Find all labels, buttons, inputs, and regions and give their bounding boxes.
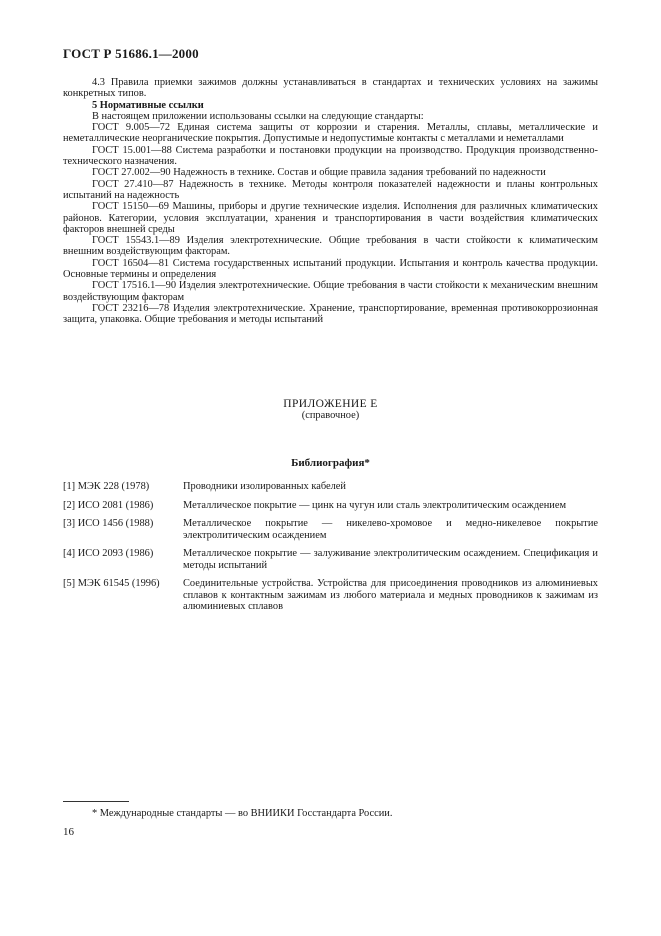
reference-gost-15543-1: ГОСТ 15543.1—89 Изделия электротехнические. Общие требования в части стойкости к климатическим внешним воздействующим факторам. <box>63 235 598 258</box>
bibliography-text: Металлическое покрытие — никелево-хромовое и медно-никелевое покрытие электролитическим осаждением <box>183 518 598 541</box>
reference-gost-27-410: ГОСТ 27.410—87 Надежность в технике. Методы контроля показателей надежности и планы контрольных испытаний на надежность <box>63 178 598 201</box>
bibliography-title: Библиография* <box>291 457 370 469</box>
bibliography-text: Металлическое покрытие — залуживание электролитическим осаждением. Спецификация и методы испытаний <box>183 548 598 571</box>
reference-gost-15150: ГОСТ 15150—69 Машины, приборы и другие технические изделия. Исполнения для различных климатических районов. Категории, условия эксплуатации, хранения и транспортирования в части воздействия климатических факторов внешней среды <box>63 201 598 235</box>
paragraph-4-3: 4.3 Правила приемки зажимов должны устанавливаться в стандартах и технических условиях на зажимы конкретных типов. <box>63 77 598 100</box>
reference-gost-15-001: ГОСТ 15.001—88 Система разработки и постановки продукции на производство. Продукция производственно-технического назначения. <box>63 144 598 168</box>
bibliography-item <box>63 500 598 512</box>
section-title-normative-refs: 5 Нормативные ссылки <box>92 99 204 111</box>
bibliography-text: Металлическое покрытие — цинк на чугун или сталь электролитическим осаждением <box>183 499 567 511</box>
bibliography-item <box>63 518 598 541</box>
reference-gost-9-005: ГОСТ 9.005—72 Единая система защиты от коррозии и старения. Металлы, сплавы, металлические и неметаллические неорганические покрытия. Допустимые и недопустимые контакты с металлами и неметаллами <box>63 122 598 145</box>
bibliography-item <box>63 578 598 613</box>
footnote-divider <box>63 801 129 802</box>
appendix-heading <box>63 398 598 421</box>
page-number: 16 <box>63 826 74 838</box>
body-text <box>63 77 598 326</box>
bibliography-ref: [1] МЭК 228 (1978) <box>63 481 150 492</box>
bibliography-ref: [3] ИСО 1456 (1988) <box>63 518 154 529</box>
bibliography-text: Проводники изолированных кабелей <box>183 481 346 492</box>
bibliography-item <box>63 548 598 571</box>
bibliography-ref: [4] ИСО 2093 (1986) <box>63 548 154 559</box>
page-header: ГОСТ Р 51686.1—2000 <box>63 46 199 61</box>
paragraph-intro: В настоящем приложении использованы ссылки на следующие стандарты: <box>92 110 424 122</box>
reference-gost-23216: ГОСТ 23216—78 Изделия электротехнические. Хранение, транспортирование, временная противокоррозионная защита, упаковка. Общие требования и методы испытаний <box>63 302 598 326</box>
appendix-subtitle: (справочное) <box>301 410 360 421</box>
reference-gost-17516-1: ГОСТ 17516.1—90 Изделия электротехнические. Общие требования в части стойкости к механическим внешним воздействующим факторам <box>63 280 598 303</box>
reference-gost-16504: ГОСТ 16504—81 Система государственных испытаний продукции. Испытания и контроль качества продукции. Основные термины и определения <box>63 257 598 281</box>
appendix-title: ПРИЛОЖЕНИЕ Е <box>283 398 378 410</box>
reference-gost-27-002: ГОСТ 27.002—90 Надежность в технике. Состав и общие правила задания требований по надежности <box>92 167 546 179</box>
footnote: * Международные стандарты — во ВНИИКИ Госстандарта России. <box>92 808 393 819</box>
bibliography-text: Соединительные устройства. Устройства для присоединения проводников из алюминиевых сплавов к контактным зажимам из любого материала и медных проводников к зажимам из алюминиевых сплавов <box>183 578 598 612</box>
bibliography-ref: [2] ИСО 2081 (1986) <box>63 499 154 511</box>
bibliography-item <box>63 481 598 493</box>
bibliography-list <box>63 481 598 620</box>
bibliography-ref: [5] МЭК 61545 (1996) <box>63 578 160 589</box>
